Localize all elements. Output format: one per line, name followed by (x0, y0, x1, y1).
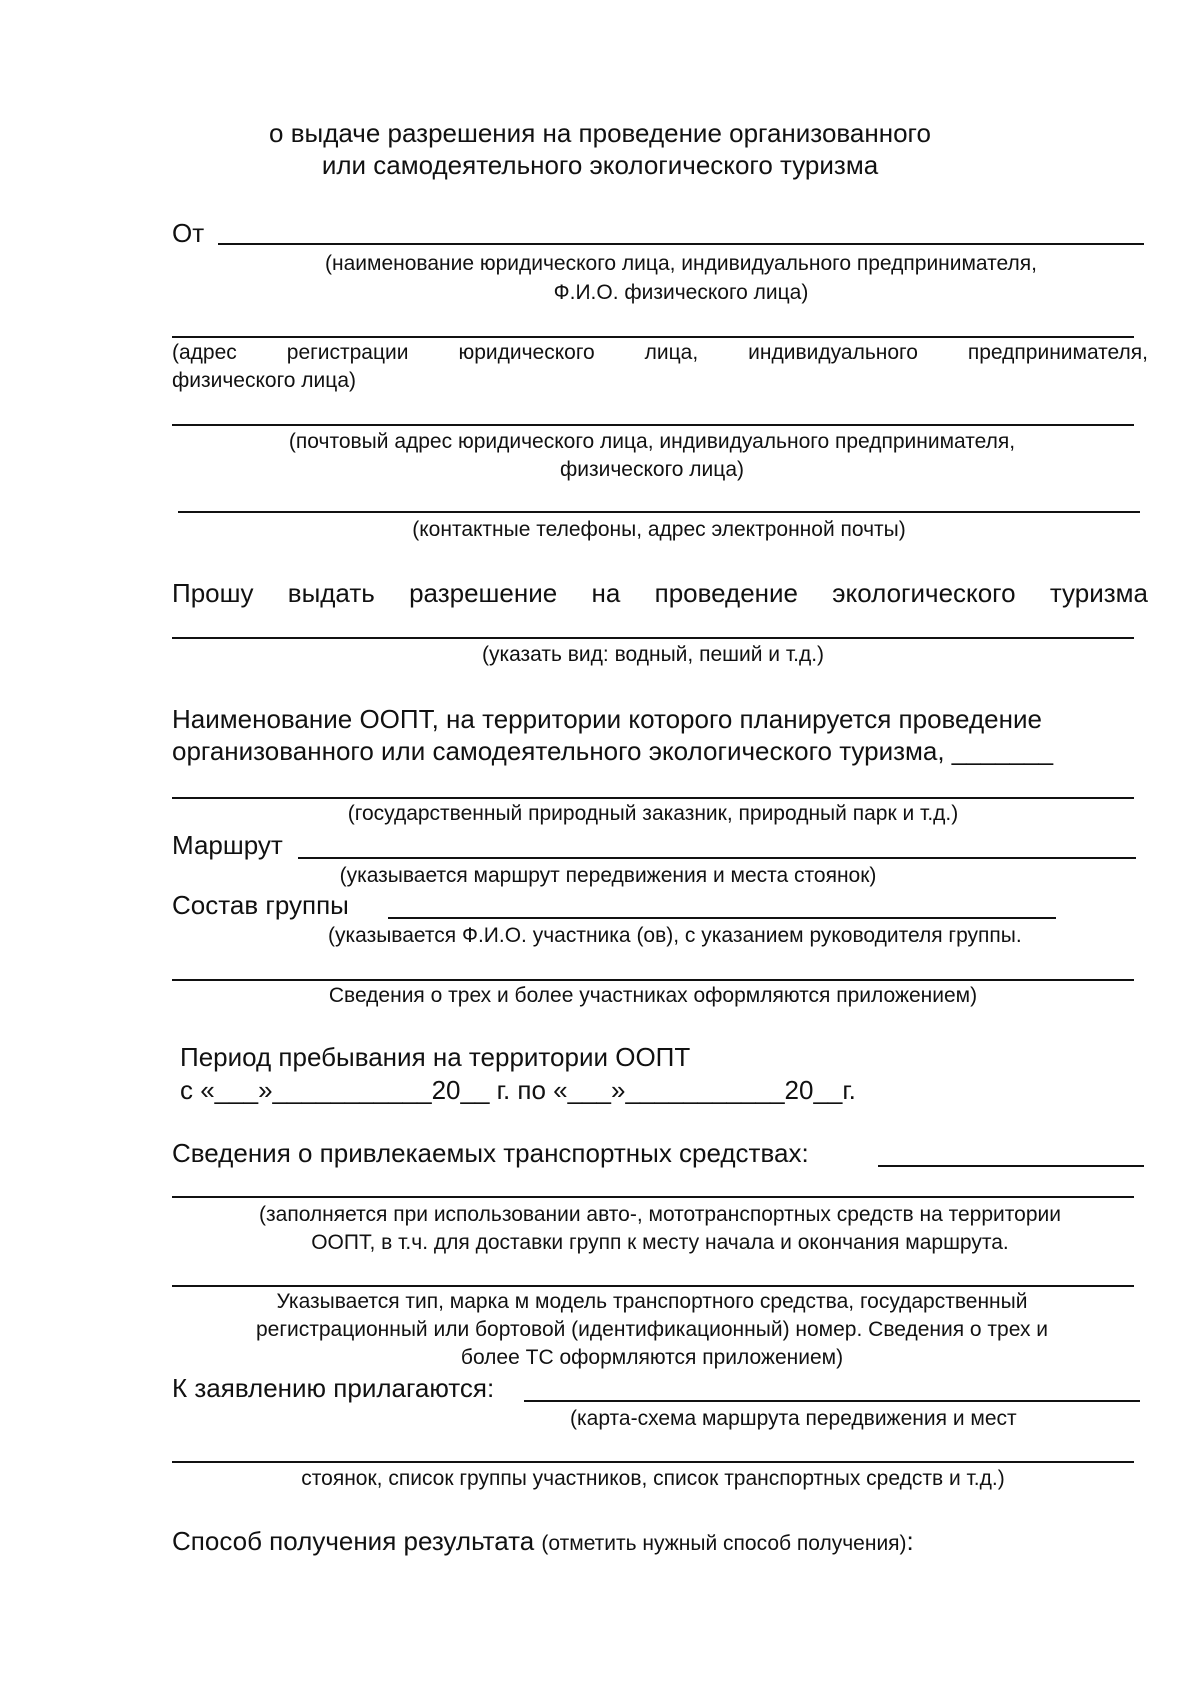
contacts-hint: (контактные телефоны, адрес электронной почты) (412, 518, 906, 541)
group-extra-field-line[interactable] (172, 979, 1134, 981)
transport-extra-field-line-2[interactable] (172, 1285, 1134, 1287)
oopt-name-line-2: организованного или самодеятельного экологического туризма, _______ (172, 736, 1054, 766)
form-title-line-2: или самодеятельного экологического туризма (321, 150, 879, 180)
group-hint-line-2: Сведения о трех и более участниках оформляются приложением) (328, 984, 978, 1007)
group-field-line[interactable] (388, 917, 1056, 919)
period-label: Период пребывания на территории ООПТ (180, 1042, 691, 1072)
postal-address-hint-line-1: (почтовый адрес юридического лица, индивидуального предпринимателя, (288, 430, 1016, 453)
from-hint-line-1: (наименование юридического лица, индивидуального предпринимателя, (325, 252, 1037, 275)
group-hint-line-1: (указывается Ф.И.О. участника (ов), с указанием руководителя группы. (328, 924, 1022, 947)
attachments-hint-line-1: (карта-схема маршрута передвижения и мест (570, 1407, 1017, 1430)
form-title-line-1: о выдаче разрешения на проведение организованного (269, 118, 931, 148)
contacts-field-line[interactable] (178, 511, 1140, 513)
transport-label: Сведения о привлекаемых транспортных средствах: (172, 1138, 809, 1168)
transport-hint-line-3: Указывается тип, марка м модель транспортного средства, государственный (276, 1290, 1028, 1313)
period-dates[interactable]: с «___»___________20__ г. по «___»___________20__г. (180, 1075, 856, 1105)
oopt-name-field-line[interactable] (172, 797, 1134, 799)
tourism-type-field-line[interactable] (172, 637, 1134, 639)
reg-address-hint-line-1: (адрес регистрации юридического лица, индивидуального предпринимателя, (172, 341, 1148, 364)
tourism-type-hint: (указать вид: водный, пеший и т.д.) (481, 643, 825, 666)
oopt-name-line-1: Наименование ООПТ, на территории которого планируется проведение (172, 704, 1042, 734)
result-method-hint: (отметить нужный способ получения) (541, 1532, 907, 1555)
route-label: Маршрут (172, 830, 283, 860)
postal-address-hint-line-2: физического лица) (560, 458, 744, 481)
transport-hint-line-1: (заполняется при использовании авто-, мототранспортных средств на территории (259, 1203, 1061, 1226)
attachments-field-line[interactable] (524, 1400, 1140, 1402)
attachments-label: К заявлению прилагаются: (172, 1373, 495, 1403)
reg-address-hint-line-2: физического лица) (172, 369, 356, 392)
transport-hint-line-5: более ТС оформляются приложением) (460, 1346, 844, 1369)
from-field-line[interactable] (218, 243, 1144, 245)
transport-extra-field-line-1[interactable] (172, 1196, 1134, 1198)
result-method-row (172, 1526, 914, 1557)
postal-address-field-line[interactable] (172, 424, 1134, 426)
group-label: Состав группы (172, 890, 349, 920)
result-method-label: Способ получения результата (172, 1526, 535, 1556)
transport-field-line[interactable] (878, 1165, 1144, 1167)
oopt-name-hint: (государственный природный заказник, природный парк и т.д.) (347, 802, 959, 825)
from-hint-line-2: Ф.И.О. физического лица) (553, 281, 809, 304)
attachments-hint-line-2: стоянок, список группы участников, список транспортных средств и т.д.) (301, 1467, 1005, 1490)
request-text: Прошу выдать разрешение на проведение экологического туризма (172, 578, 1148, 608)
result-method-colon: : (906, 1526, 914, 1556)
from-label: От (172, 218, 205, 248)
attachments-extra-field-line[interactable] (172, 1461, 1134, 1463)
route-field-line[interactable] (298, 857, 1136, 859)
route-hint: (указывается маршрут передвижения и места стоянок) (339, 864, 877, 887)
transport-hint-line-4: регистрационный или бортовой (идентификационный) номер. Сведения о трех и (255, 1318, 1049, 1341)
transport-hint-line-2: ООПТ, в т.ч. для доставки групп к месту начала и окончания маршрута. (311, 1231, 1009, 1254)
reg-address-field-line[interactable] (172, 336, 1134, 338)
